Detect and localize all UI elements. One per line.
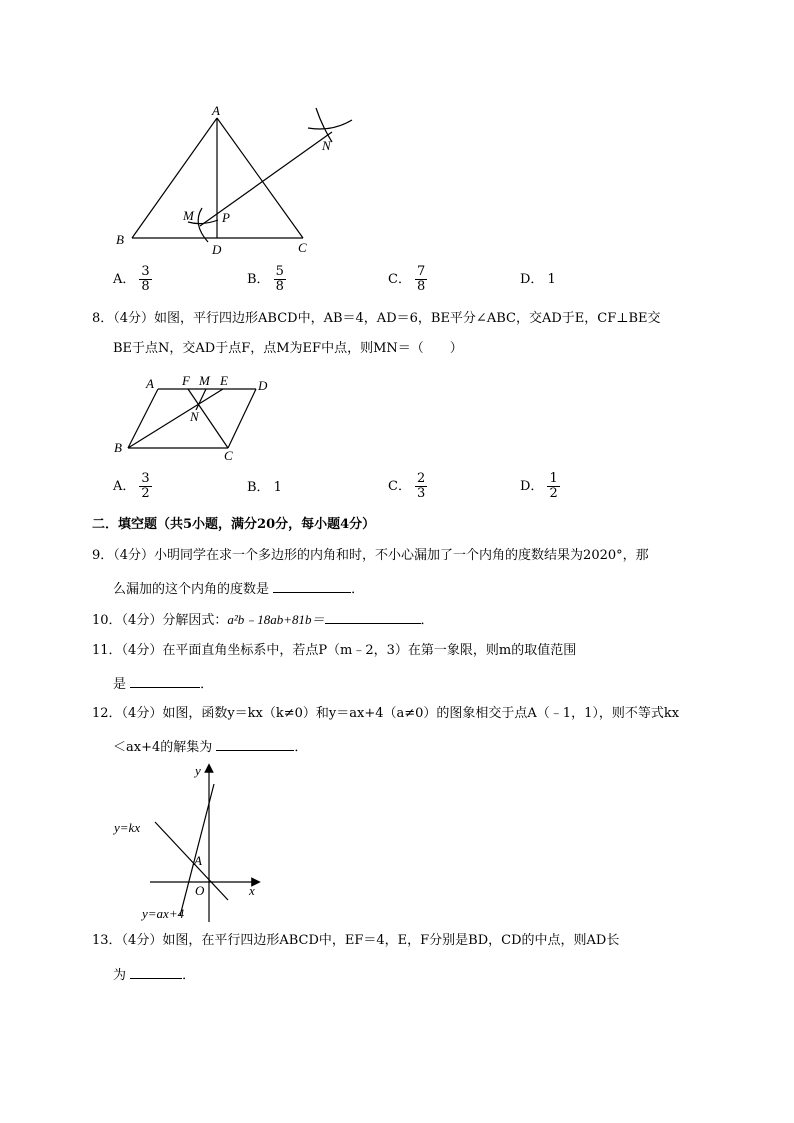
fraction: $\frac{3}{2}$ <box>141 471 150 501</box>
option-letter: D． <box>520 478 544 494</box>
q12-y-axis-label: y <box>195 763 201 778</box>
q7-option-a <box>113 265 152 294</box>
option-letter: C． <box>388 271 411 287</box>
q8-option-a <box>113 472 152 501</box>
answer-blank[interactable] <box>130 675 200 688</box>
option-letter: D． <box>520 272 544 287</box>
answer-blank[interactable] <box>273 580 351 593</box>
answer-blank[interactable] <box>130 966 182 979</box>
fraction: $\frac{5}{8}$ <box>275 264 284 294</box>
option-letter: C． <box>388 478 411 494</box>
q8-option-d <box>520 472 560 501</box>
q8-label-D: D <box>258 378 268 393</box>
q7-label-C: C <box>298 240 307 255</box>
q8-label-N: N <box>190 409 199 424</box>
q8-line1: 8．（4分）如图，平行四边形ABCD中，AB＝4，AD＝6，BE平分∠ABC，交AD于E，CF⊥BE交 <box>92 311 661 326</box>
fraction: $\frac{1}{2}$ <box>549 471 558 501</box>
fraction: $\frac{2}{3}$ <box>416 471 426 501</box>
q7-label-M: M <box>183 208 194 223</box>
q11-line2: 是 ． <box>113 677 214 692</box>
option-letter: B． <box>247 480 270 495</box>
option-value: 1 <box>547 272 556 287</box>
q7-figure <box>110 100 370 260</box>
q8-label-A: A <box>146 376 154 391</box>
fraction: $\frac{7}{8}$ <box>416 264 426 294</box>
q8-label-B: B <box>114 440 122 455</box>
q7-label-N: N <box>322 138 331 153</box>
q7-label-A: A <box>212 103 220 118</box>
q7-option-d <box>520 272 556 288</box>
q8-label-C: C <box>224 448 233 463</box>
q7-label-P: P <box>222 210 230 225</box>
q8-option-b <box>247 480 282 496</box>
q12-label-O: O <box>195 883 205 898</box>
q7-label-B: B <box>116 232 124 247</box>
q12-line2-label: y=ax+4 <box>142 906 185 921</box>
option-letter: A． <box>113 478 136 494</box>
q8-label-F: F <box>182 373 190 388</box>
q10-expression: a²b﹣18ab+81b＝ <box>227 612 325 627</box>
q12-x-axis-label: x <box>249 883 255 898</box>
q8-label-M: M <box>199 373 210 388</box>
fraction: $\frac{3}{8}$ <box>141 264 150 294</box>
q8-line2: BE于点N，交AD于点F，点M为EF中点，则MN＝（ ） <box>113 341 463 356</box>
q11-line1: 11．（4分）在平面直角坐标系中，若点P（m﹣2，3）在第一象限，则m的取值范围 <box>92 643 577 658</box>
option-value: 1 <box>273 480 282 495</box>
answer-blank[interactable] <box>325 611 421 624</box>
section-heading: 二．填空题（共5小题，满分20分，每小题4分） <box>92 517 376 532</box>
q7-option-b <box>247 265 286 294</box>
option-letter: A． <box>113 271 136 287</box>
q13-line2: 为 ． <box>113 968 196 983</box>
q7-option-c <box>388 265 427 294</box>
q8-option-c <box>388 472 427 501</box>
q9-line2: 么漏加的这个内角的度数是 ． <box>113 582 365 597</box>
q13-line1: 13．（4分）如图，在平行四边形ABCD中，EF＝4，E，F分别是BD，CD的中点，则AD长 <box>92 933 620 948</box>
q9-line1: 9．（4分）小明同学在求一个多边形的内角和时，不小心漏加了一个内角的度数结果为2020°，那 <box>92 548 649 563</box>
q12-label-A: A <box>194 853 202 868</box>
q8-label-E: E <box>220 373 228 388</box>
q10-line: 10．（4分）分解因式：a²b﹣18ab+81b＝ ． <box>92 612 434 628</box>
option-letter: B． <box>247 271 270 287</box>
q8-figure <box>108 372 283 464</box>
q7-label-D: D <box>212 242 222 257</box>
q12-line2: ＜ax+4的解集为 ． <box>113 740 308 755</box>
q12-line1-label: y=kx <box>114 820 141 835</box>
q12-line1: 12．（4分）如图，函数y＝kx（k≠0）和y＝ax+4（a≠0）的图象相交于点A（﹣1，1），则不等式kx <box>92 706 680 721</box>
answer-blank[interactable] <box>216 738 294 751</box>
q12-figure <box>110 758 270 924</box>
